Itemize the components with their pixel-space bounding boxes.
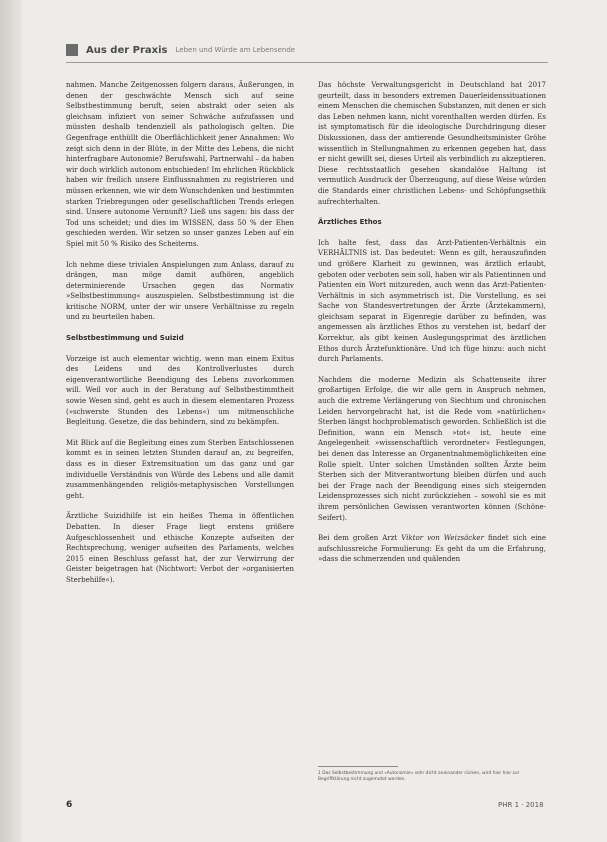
page-number: 6 <box>66 800 73 810</box>
left-column <box>66 80 294 596</box>
journal-issue: PHR 1 · 2018 <box>498 801 544 809</box>
section-subtitle: Leben und Würde am Lebensende <box>175 46 296 54</box>
section-title: Aus der Praxis <box>86 44 168 56</box>
binding-shadow <box>0 0 22 842</box>
running-header <box>66 40 546 60</box>
paragraph: Mit Blick auf die Begleitung eines zum Sterben Entschlossenen kommt es in seinen letzten Stunden darauf an, zu begreifen, dass es in dieser Extremsituation um das ganz und gar individuelle Verständnis von Würde des Lebens und alle damit zusammenhängenden religiös-metaphysischen Vorstellungen geht. <box>66 438 294 500</box>
paragraph: Nachdem die moderne Medizin als Schattenseite ihrer großartigen Erfolge, die wir alle gern in Anspruch nehmen, auch die extreme Verlängerung von Siechtum und chronischen Leiden hervorgebracht hat, ist die Rede vom »natürlichen« Sterben längst hochproblematisch geworden. Schließlich ist die Definition, wann ein Mensch »tot« ist, heute eine Angelegenheit »wissenschaftlich verordneter« Festlegungen, bei denen das Interesse an Organentnahmemöglichkeiten eine Rolle spielt. Unter solchen Umständen sollten Ärzte beim Sterben sich der Mitverantwortung bleiben dürfen und auch bei der Frage nach der Beendigung eines sich steigernden Leidensprozesses sich nicht zurückziehen – sowohl sie es mit ihrem persönlichen Gewissen verantworten können (Schöne-Seifert). <box>318 375 546 522</box>
right-column <box>318 80 546 575</box>
paragraph: Ärztliche Suizidhilfe ist ein heißes Thema in öffentlichen Debatten. In dieser Frage liegt erstens größere Aufgeschlossenheit und ethische Konzepte aufseiten der Rechtsprechung, weniger aufseiten des Parlaments, welches 2015 einen Beschluss gefasst hat, der zur Verwirrung der Geister beigetragen hat (Nichtwort: Verbot der »organisierten Sterbehilfe«). <box>66 512 294 584</box>
header-square-icon <box>66 44 78 56</box>
paragraph: Ich nehme diese trivialen Anspielungen zum Anlass, darauf zu drängen, man möge damit aufhören, angeblich determinierende Ursachen gegen das Normativ »Selbstbestimmung« auszuspielen. Selbstbestimmung ist die kritische NORM, unter der wir unsere Verhältnisse zu regeln und zu beurteilen haben. <box>66 260 294 322</box>
paragraph <box>318 533 546 565</box>
footnote-divider <box>318 766 398 767</box>
text-run: Bei dem großen Arzt <box>318 534 402 543</box>
text-run: findet sich eine aufschlussreiche Formulierung: Es geht da um die Erfahrung, »dass die schmerzenden und quälenden <box>318 534 546 564</box>
paragraph: Ich halte fest, dass das Arzt-Patienten-Verhältnis ein VERHÄLTNIS ist. Das bedeutet: Wenn es gilt, herauszufinden und größere Klarheit zu gewinnen, was ärztlich erlaubt, geboten oder verboten sein soll, haben wir als Patientinnen und Patienten ein Wort mitzureden, auch wenn das Arzt-Patienten-Verhältnis in sich asymmetrisch ist. Die Vorstellung, es sei Sache von Standesvertretungen der Ärzte (Ärztekammern), gleichsam separat in Eigenregie darüber zu befinden, was angemessen als ärztliches Ethos zu verstehen ist, bedarf der Korrektur, als gibt keinen Auslegungsprimat des ärztlichen Ethos durch Ärztefunktionäre. Und ich füge hinzu: auch nicht durch Parlaments. <box>318 238 546 364</box>
subheading-self-determination: Selbstbestimmung und Suizid <box>66 334 184 343</box>
paragraph: nahmen. Manche Zeitgenossen folgern daraus, Äußerungen, in denen der geschwächte Mensch sich auf seine Selbstbestimmung beruft, seien abstrakt oder seien als gleichsam infiziert von seiner Schwäche aufzufassen und müssten deshalb tendenziell als pathologisch gelten. Die Gegenfrage enthüllt die Oberflächlichkeit jener Annahmen: Wo zeigt sich denn in der Blüte, in der Mitte des Lebens, die nicht hinterfragbare Autonomie? Berufswahl, Partnerwahl – da haben wir doch wirklich autonom entschieden! Im ehrlichen Rückblick haben wir freilich unsere Einflussnahmen zu registrieren und müssen erkennen, wie wir dem Wunschdenken und bestimmten starken Triebregungen oder gesellschaftlichen Trends erlegen sind. Unsere autonome Vernunft? Ließ uns sagen: bis dass der Tod uns scheidet; und dies im WISSEN, dass 50 % der Ehen geschieden werden. Wir setzen so unser ganzes Leben auf ein Spiel mit 50 % Risiko des Scheiterns. <box>66 81 294 248</box>
footnote: 1 Das Selbstbestimmung und »Autonomie« sehr dicht aneinander rücken, wird hier hier zur Begriffklärung nicht zugemutet werden. <box>318 771 520 782</box>
emphasis-name: Viktor von Weizsäcker <box>401 534 484 543</box>
paragraph: Vorzeige ist auch elementar wichtig, wenn man einem Exitus des Leidens und des Kontrollverlustes durch eigenverantwortliche Beendigung des Lebens zuvorkommen will. Weil vor auch in der Beratung auf Selbstbestimmtheit sowie Wesen sind, geht es auch in diesem elementaren Prozess (»schwerste Stunden des Lebens«) um mitmenschliche Begleitung. Gesetze, die das behindern, sind zu bekämpfen. <box>66 354 294 427</box>
header-divider <box>66 62 548 63</box>
subheading-medical-ethos: Ärztliches Ethos <box>318 218 382 227</box>
paragraph: Das höchste Verwaltungsgericht in Deutschland hat 2017 geurteilt, dass in besonders extremen Dauerleidenssituationen einem Menschen die chemischen Substanzen, mit denen er sich das Leben nehmen kann, nicht vorenthalten werden dürfen. Es ist symptomatisch für die ideologische Durchdringung dieser Diskussionen, dass der amtierende Gesundheitsminister Gröhe wissentlich in Stellungnahmen zu erkennen gegeben hat, dass er nicht gewillt sei, dieses Urteil als verbindlich zu akzeptieren. Diese rechtsstaatlich gesehen skandalöse Haltung ist vermutlich Ausdruck der Überzeugung, auf diese Weise würden die Standards einer christlichen Lebens- und Schöpfungsethik aufrechterhalten. <box>318 81 546 206</box>
